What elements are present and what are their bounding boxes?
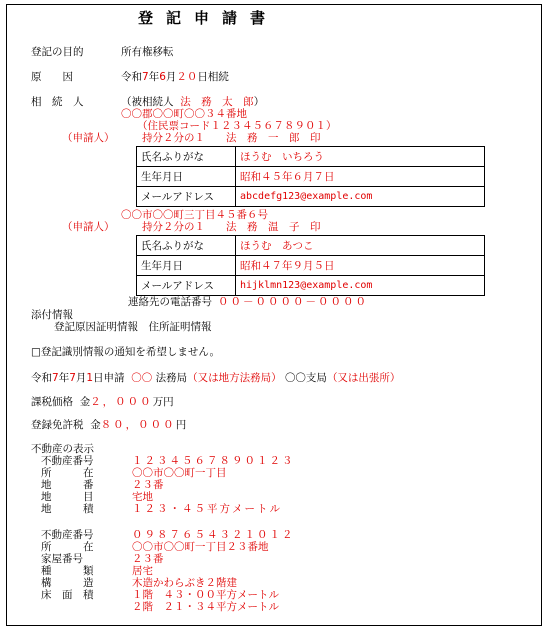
land-key-3: 地 目	[41, 491, 94, 503]
application-line	[31, 372, 400, 384]
resident-code: （住民票コード１２３４５６７８９０１）	[137, 120, 337, 132]
person2-birth-value: 昭和４７年９月５日	[236, 256, 485, 276]
person1-email-value: abcdefg123@example.com	[236, 187, 485, 207]
land-value-2: ２３番	[132, 479, 164, 491]
building-value-4: 木造かわらぶき２階建	[132, 577, 237, 589]
person2-birth-key: 生年月日	[137, 256, 236, 276]
building-key-3: 種 類	[41, 565, 94, 577]
building-value-3: 居宅	[132, 565, 153, 577]
tax-unit: 円	[175, 419, 187, 431]
building-value-5: １階 ４３・００平方メートル	[132, 589, 279, 601]
building-value-2: ２３番	[132, 553, 164, 565]
land-value-1: 〇〇市〇〇町一丁目	[132, 467, 227, 479]
tax-line	[31, 419, 186, 431]
application-era: 令和	[31, 372, 52, 384]
person1-kana-key: 氏名ふりがな	[137, 147, 236, 167]
cause-year: 7	[142, 71, 149, 83]
office1-note: （又は地方法務局）	[187, 372, 282, 384]
purpose-label: 登記の目的	[31, 46, 84, 58]
decedent-line	[121, 96, 264, 108]
land-value-3: 宅地	[132, 491, 153, 503]
decedent-address: 〇〇郡〇〇町〇〇３４番地	[121, 108, 247, 120]
attachments-label: 添付情報	[31, 309, 73, 321]
cause-era: 令和	[121, 71, 142, 83]
person1-role: （申請人）	[62, 132, 115, 144]
cause-year-unit: 年	[148, 71, 160, 83]
person1-birth-value: 昭和４５年６月７日	[236, 167, 485, 187]
office1-suffix: 法務局	[155, 372, 188, 384]
table-row	[137, 276, 485, 296]
tax-base-pre: 金	[79, 396, 91, 408]
person2-info-table	[136, 235, 485, 296]
tax-base-amount: ２，０００	[90, 396, 153, 408]
document-title: 登記申請書	[138, 9, 279, 27]
table-row	[137, 147, 485, 167]
office1-name: 〇〇	[131, 372, 153, 384]
person2-address: 〇〇市〇〇町三丁目４５番６号	[121, 209, 268, 221]
building-key-0: 不動産番号	[41, 529, 94, 541]
person1-email-key: メールアドレス	[137, 187, 236, 207]
application-month-unit: 月	[75, 372, 87, 384]
table-row	[137, 187, 485, 207]
tax-pre: 金	[90, 419, 101, 431]
land-key-4: 地 積	[41, 503, 94, 515]
person2-role: （申請人）	[62, 221, 115, 233]
building-value-6: ２階 ２１・３４平方メートル	[132, 601, 279, 613]
building-key-1: 所 在	[41, 541, 94, 553]
tax-amount: ８０，０００	[100, 419, 176, 431]
purpose-value: 所有権移転	[121, 46, 174, 58]
attachments-value: 登記原因証明情報 住所証明情報	[54, 321, 212, 333]
cause-month-unit: 月	[165, 71, 177, 83]
application-year: 7	[52, 372, 59, 384]
decedent-open: （被相続人	[121, 96, 174, 108]
building-value-1: 〇〇市〇〇町一丁目２３番地	[132, 541, 269, 553]
building-key-2: 家屋番号	[41, 553, 83, 565]
table-row	[137, 167, 485, 187]
building-value-0: ０９８７６５４３２１０１２	[132, 529, 295, 541]
application-year-unit: 年	[58, 372, 70, 384]
person2-email-key: メールアドレス	[137, 276, 236, 296]
application-day: 1	[86, 372, 94, 384]
table-row	[137, 256, 485, 276]
decedent-close: ）	[253, 96, 265, 108]
cause-day-unit: 日相続	[197, 71, 229, 83]
land-value-4: １２３・４５平方メートル	[132, 503, 282, 515]
person2-share-name: 持分２分の１ 法 務 温 子 印	[142, 221, 321, 233]
person1-share-name: 持分２分の１ 法 務 一 郎 印	[142, 132, 321, 144]
person2-kana-key: 氏名ふりがな	[137, 236, 236, 256]
person2-email-value: hijklmn123@example.com	[236, 276, 485, 296]
cause-day: ２０	[176, 71, 198, 83]
application-day-unit: 日申請	[93, 372, 125, 384]
land-key-0: 不動産番号	[41, 455, 94, 467]
cause-value	[121, 71, 229, 83]
heirs-label: 相 続 人	[31, 96, 84, 108]
property-label: 不動産の表示	[31, 443, 94, 455]
person1-birth-key: 生年月日	[137, 167, 236, 187]
phone-label: 連絡先の電話番号	[128, 296, 212, 308]
notice-text: □登記識別情報の通知を希望しません。	[31, 346, 221, 358]
tax-base-line	[31, 396, 174, 408]
person1-kana-value: ほうむ いちろう	[236, 147, 485, 167]
person1-info-table	[136, 146, 485, 207]
building-key-5: 床 面 積	[41, 589, 94, 601]
phone-value: ００－００００－００００	[218, 296, 368, 308]
office2-note: （又は出張所）	[326, 372, 401, 384]
tax-label: 登録免許税	[31, 419, 84, 431]
application-month: 7	[69, 372, 76, 384]
tax-base-unit: 万円	[152, 396, 174, 408]
decedent-name: 法 務 太 郎	[180, 96, 254, 108]
table-row	[137, 236, 485, 256]
land-key-1: 所 在	[41, 467, 94, 479]
land-key-2: 地 番	[41, 479, 94, 491]
building-key-4: 構 造	[41, 577, 94, 589]
cause-month: 6	[159, 71, 166, 83]
tax-base-label: 課税価格	[31, 396, 73, 408]
person2-kana-value: ほうむ あつこ	[236, 236, 485, 256]
office2-name: 〇〇支局	[284, 372, 327, 384]
cause-label: 原 因	[31, 71, 73, 83]
land-value-0: １２３４５６７８９０１２３	[132, 455, 295, 467]
